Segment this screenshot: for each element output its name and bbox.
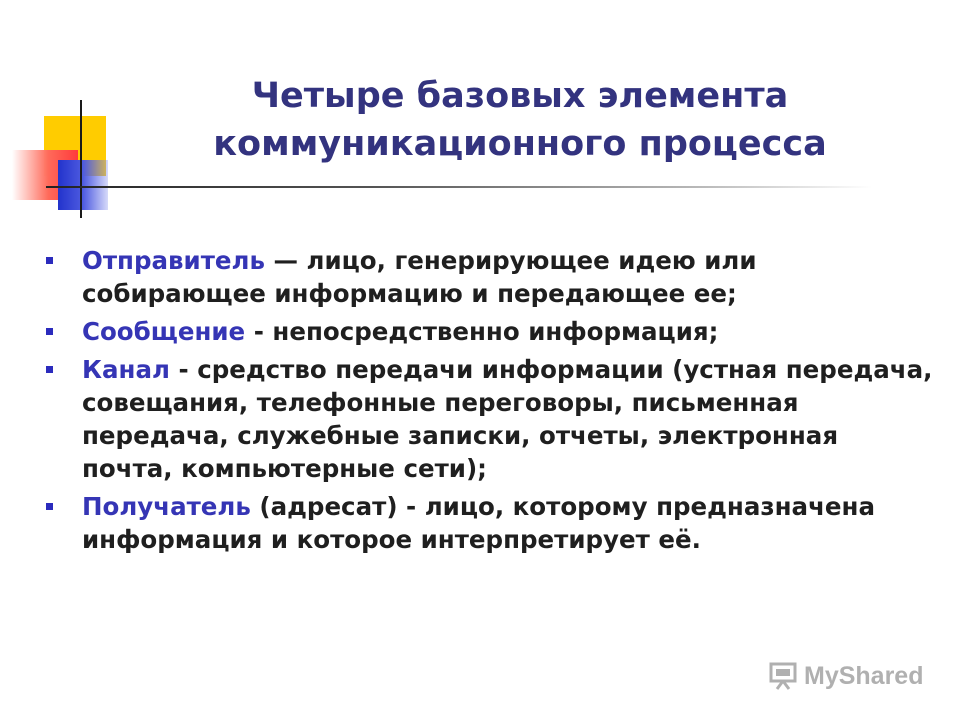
slide-title xyxy=(160,72,880,168)
square-bullet-icon xyxy=(46,366,53,373)
blue-square xyxy=(58,160,108,210)
bullet-term: Канал xyxy=(82,355,170,384)
bullet-item-channel xyxy=(46,353,936,485)
title-line-1: Четыре базовых элемента xyxy=(251,76,789,116)
bullet-term: Сообщение xyxy=(82,317,246,346)
bullet-text: — лицо, генерирующее идею или собирающее информацию и передающее ее; xyxy=(82,246,757,308)
square-bullet-icon xyxy=(46,257,53,264)
projector-screen-icon xyxy=(768,661,798,691)
bullet-item-sender xyxy=(46,244,936,310)
vertical-rule xyxy=(80,100,82,218)
bullet-term: Получатель xyxy=(82,492,251,521)
title-line-2: коммуникационного процесса xyxy=(213,124,827,164)
bullet-text: (адресат) - лицо, которому предназначена информация и которое интерпретирует её. xyxy=(82,492,875,554)
bullet-item-receiver xyxy=(46,490,936,556)
bullet-text: - непосредственно информация; xyxy=(245,317,719,346)
square-bullet-icon xyxy=(46,328,53,335)
square-bullet-icon xyxy=(46,503,53,510)
decorative-logo-blocks xyxy=(0,0,140,230)
bullet-text: - средство передачи информации (устная передача, совещания, телефонные переговоры, письменная передача, служебные записки, отчеты, электронная почта, компьютерные сети); xyxy=(82,355,933,483)
title-underline-rule xyxy=(46,186,872,188)
watermark-text: MyShared xyxy=(804,661,924,690)
bullet-list xyxy=(46,244,936,561)
bullet-term: Отправитель xyxy=(82,246,265,275)
bullet-item-message xyxy=(46,315,936,348)
watermark xyxy=(768,658,923,694)
